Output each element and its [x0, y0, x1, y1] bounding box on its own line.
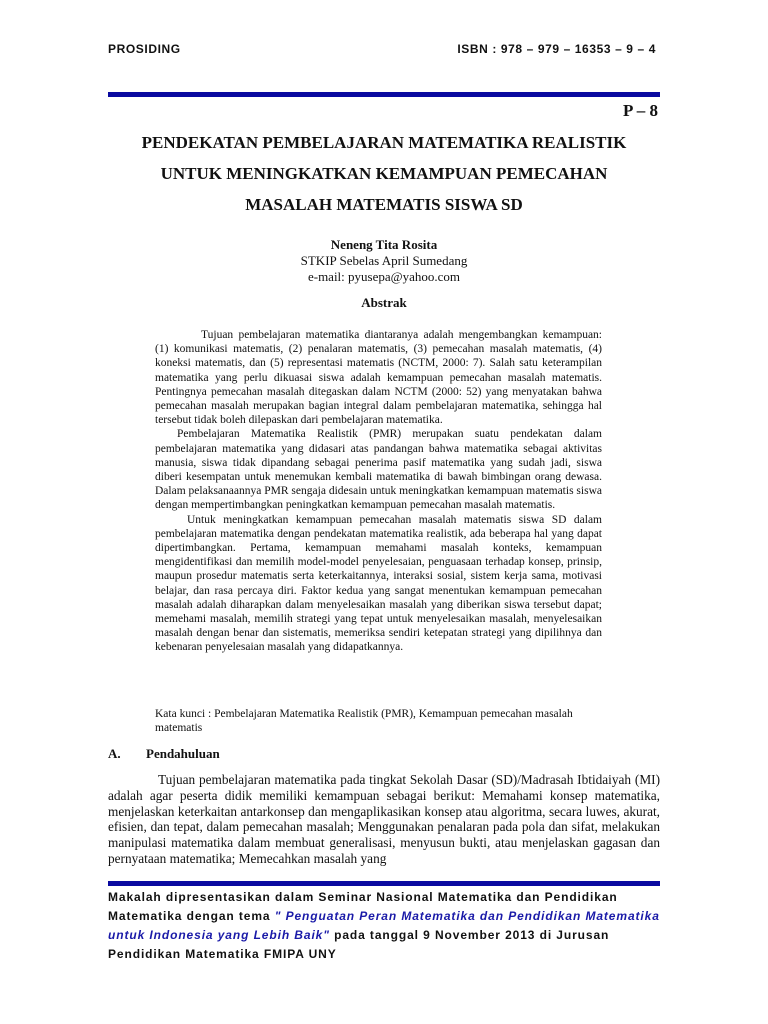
- keywords: Kata kunci : Pembelajaran Matematika Realistik (PMR), Kemampuan pemecahan masalah matematis: [155, 708, 573, 734]
- abstract-paragraph-2: Pembelajaran Matematika Realistik (PMR) merupakan suatu pendekatan dalam pembelajaran matematika yang didasari atas pandangan bahwa matematika sebagai aktivitas manusia, siswa tidak dipandang sebagai penerima pasif matematika yang sudah jadi, siswa diberi kesempatan untuk menemukan kembali matematika di bawah bimbingan orang dewasa. Dalam pelaksanaannya PMR sengaja didesain untuk meningkatkan kemampuan matematis siswa dengan mempertimbangkan peningkatkan kemampuan pemecahan masalah matematis.: [155, 428, 602, 512]
- footer-suffix: pada tanggal 9 November 2013 di Jurusan Pendidikan Matematika FMIPA UNY: [108, 928, 610, 961]
- title-line-2: UNTUK MENINGKATKAN KEMAMPUAN PEMECAHAN: [160, 164, 608, 183]
- paper-code: P – 8: [623, 101, 658, 120]
- top-rule: [108, 92, 660, 97]
- title-line-1: PENDEKATAN PEMBELAJARAN MATEMATIKA REALISTIK: [141, 133, 627, 152]
- author-affiliation: STKIP Sebelas April Sumedang: [300, 253, 468, 268]
- section-heading: [108, 746, 220, 762]
- abstract-body: [155, 328, 602, 655]
- abstract-paragraph-3: Untuk meningkatkan kemampuan pemecahan masalah matematis siswa SD dalam pembelajaran matematika dengan pendekatan matematika realistik, ada beberapa hal yang dapat dipertimbangkan. Pertama, kemampuan memahami masalah konteks, kemampuan mengidentifikasi dan memilih model-model penyelesaian, penguasaan terhadap konsep, prinsip, maupun prosedur matematis serta keterkaitannya, interaksi sosial, sistem kerja sama, motivasi belajar, dan rasa percaya diri. Faktor kedua yang sangat menentukan kemampuan pemecahan masalah adalah diharapkan dalam menyelesaikan masalah yang diberikan siswa tersebut dapat; memehami masalah, memilih strategi yang tepat untuk menyelesaikan masalah, menyelesaikan masalah dengan benar dan sistematis, memeriksa sendiri ketepatan strategi yang dipilihnya dan kebenaran penyelesaian masalah yang didapatkannya.: [155, 513, 602, 654]
- body-paragraph: Tujuan pembelajaran matematika pada tingkat Sekolah Dasar (SD)/Madrasah Ibtidaiyah (MI) adalah agar peserta didik memiliki kemampuan sebagai berikut: Memahami konsep matematika, menjelaskan keterkaitan antarkonsep dan mengaplikasikan konsep atau algoritma, secara luwes, akurat, efisien, dan tepat, dalam pemecahan masalah; Menggunakan penalaran pada pola dan sifat, melakukan manipulasi matematika dalam membuat generalisasi, menyusun bukti, atau menjelaskan gagasan dan pernyataan matematika; Memecahkan masalah yang: [108, 772, 660, 866]
- title-line-3: MASALAH MATEMATIS SISWA SD: [245, 195, 523, 214]
- paper-title: [108, 127, 660, 220]
- author-name: Neneng Tita Rosita: [330, 237, 438, 252]
- author-block: [108, 237, 660, 285]
- footer-note: [108, 888, 660, 964]
- body-text: [108, 772, 660, 867]
- section-number: A.: [108, 746, 121, 761]
- footer-prefix: Makalah dipresentasikan dalam Seminar Nasional Matematika dan Pendidikan Matematika dengan tema: [108, 890, 618, 923]
- section-title: Pendahuluan: [146, 746, 220, 761]
- abstract-heading: Abstrak: [361, 295, 407, 310]
- bottom-rule: [108, 881, 660, 886]
- footer-theme: " Penguatan Peran Matematika dan Pendidikan Matematika untuk Indonesia yang Lebih Baik": [108, 909, 660, 942]
- header-isbn: ISBN : 978 – 979 – 16353 – 9 – 4: [457, 42, 656, 56]
- author-email: e-mail: pyusepa@yahoo.com: [307, 269, 461, 284]
- header-prosiding: PROSIDING: [108, 42, 181, 56]
- abstract-paragraph-1: Tujuan pembelajaran matematika diantaranya adalah mengembangkan kemampuan: (1) komunikasi matematis, (2) penalaran matematis, (3) pemecahan masalah matematis, (4) koneksi matematis, dan (5) representasi matematis (NCTM, 2000: 7). Salah satu keterampilan matematika yang perlu dikuasai siswa adalah kemampuan pemecahan masalah matematis. Pentingnya pemecahan masalah ditegaskan dalam NCTM (2000: 52) yang menyatakan bahwa pemecahan masalah merupakan bagian integral dalam pembelajaran matematika, sehingga hal tersebut tidak boleh dilepaskan dari pembelajaran matematika.: [155, 329, 602, 427]
